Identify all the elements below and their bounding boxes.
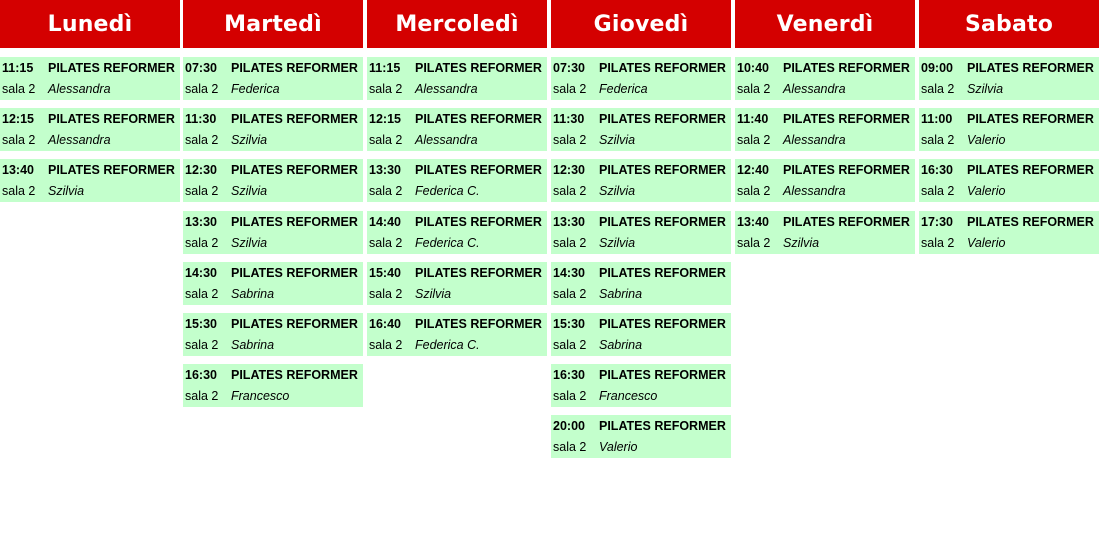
class-time: 12:15 xyxy=(2,112,34,126)
day-header: Mercoledì xyxy=(367,0,547,48)
class-room: sala 2 xyxy=(921,133,955,147)
class-instructor: Valerio xyxy=(967,184,1006,198)
class-room: sala 2 xyxy=(369,82,403,96)
class-time: 17:30 xyxy=(921,215,953,229)
class-instructor: Federica C. xyxy=(415,236,480,250)
class-slot[interactable] xyxy=(551,159,731,202)
class-slot[interactable] xyxy=(367,57,547,100)
class-time: 14:30 xyxy=(185,266,217,280)
class-time: 13:30 xyxy=(553,215,585,229)
class-time: 12:30 xyxy=(553,163,585,177)
class-slot[interactable] xyxy=(183,211,363,254)
class-room: sala 2 xyxy=(2,184,36,198)
class-activity: PILATES REFORMER xyxy=(599,215,726,229)
class-activity: PILATES REFORMER xyxy=(599,419,726,433)
class-room: sala 2 xyxy=(369,184,403,198)
class-slot[interactable] xyxy=(0,159,180,202)
class-slot[interactable] xyxy=(735,211,915,254)
class-activity: PILATES REFORMER xyxy=(599,368,726,382)
class-instructor: Federica C. xyxy=(415,184,480,198)
class-room: sala 2 xyxy=(185,236,219,250)
class-time: 14:40 xyxy=(369,215,401,229)
class-room: sala 2 xyxy=(553,389,587,403)
class-slot[interactable] xyxy=(367,211,547,254)
class-activity: PILATES REFORMER xyxy=(231,112,358,126)
class-room: sala 2 xyxy=(2,82,36,96)
class-room: sala 2 xyxy=(553,236,587,250)
class-slot[interactable] xyxy=(183,364,363,407)
class-activity: PILATES REFORMER xyxy=(48,112,175,126)
class-activity: PILATES REFORMER xyxy=(783,163,910,177)
class-slot[interactable] xyxy=(183,159,363,202)
class-instructor: Alessandra xyxy=(783,184,846,198)
class-slot[interactable] xyxy=(551,262,731,305)
class-time: 16:30 xyxy=(921,163,953,177)
class-slot[interactable] xyxy=(183,313,363,356)
day-header: Giovedì xyxy=(551,0,731,48)
class-slot[interactable] xyxy=(919,108,1099,151)
class-activity: PILATES REFORMER xyxy=(967,163,1094,177)
class-time: 15:40 xyxy=(369,266,401,280)
class-time: 16:40 xyxy=(369,317,401,331)
class-slot[interactable] xyxy=(551,108,731,151)
class-slot[interactable] xyxy=(735,108,915,151)
class-room: sala 2 xyxy=(185,82,219,96)
class-room: sala 2 xyxy=(185,389,219,403)
class-instructor: Alessandra xyxy=(783,133,846,147)
class-room: sala 2 xyxy=(185,338,219,352)
class-room: sala 2 xyxy=(185,184,219,198)
class-activity: PILATES REFORMER xyxy=(967,112,1094,126)
class-instructor: Federica xyxy=(231,82,280,96)
class-activity: PILATES REFORMER xyxy=(415,163,542,177)
class-instructor: Sabrina xyxy=(231,287,275,301)
class-room: sala 2 xyxy=(921,184,955,198)
class-time: 15:30 xyxy=(553,317,585,331)
class-room: sala 2 xyxy=(185,287,219,301)
class-slot[interactable] xyxy=(0,57,180,100)
day-column-3 xyxy=(551,0,731,454)
class-activity: PILATES REFORMER xyxy=(783,215,910,229)
class-instructor: Francesco xyxy=(599,389,658,403)
class-room: sala 2 xyxy=(185,133,219,147)
class-activity: PILATES REFORMER xyxy=(231,61,358,75)
day-column-4 xyxy=(735,0,915,250)
class-time: 13:40 xyxy=(737,215,769,229)
class-activity: PILATES REFORMER xyxy=(231,317,358,331)
class-instructor: Francesco xyxy=(231,389,290,403)
class-slot[interactable] xyxy=(919,211,1099,254)
class-activity: PILATES REFORMER xyxy=(48,163,175,177)
class-activity: PILATES REFORMER xyxy=(599,317,726,331)
class-room: sala 2 xyxy=(737,82,771,96)
class-activity: PILATES REFORMER xyxy=(231,266,358,280)
class-slot[interactable] xyxy=(551,364,731,407)
class-time: 07:30 xyxy=(185,61,217,75)
class-instructor: Szilvia xyxy=(231,184,268,198)
class-activity: PILATES REFORMER xyxy=(783,112,910,126)
class-time: 12:30 xyxy=(185,163,217,177)
class-room: sala 2 xyxy=(553,184,587,198)
class-instructor: Szilvia xyxy=(599,184,636,198)
class-activity: PILATES REFORMER xyxy=(967,215,1094,229)
class-time: 20:00 xyxy=(553,419,585,433)
class-activity: PILATES REFORMER xyxy=(415,266,542,280)
class-time: 09:00 xyxy=(921,61,953,75)
class-instructor: Valerio xyxy=(967,133,1006,147)
class-time: 11:30 xyxy=(185,112,217,126)
class-room: sala 2 xyxy=(921,236,955,250)
class-instructor: Alessandra xyxy=(415,82,478,96)
class-time: 11:15 xyxy=(369,61,401,75)
class-time: 15:30 xyxy=(185,317,217,331)
class-activity: PILATES REFORMER xyxy=(783,61,910,75)
class-time: 13:40 xyxy=(2,163,34,177)
day-column-5 xyxy=(919,0,1099,250)
class-activity: PILATES REFORMER xyxy=(415,215,542,229)
class-instructor: Alessandra xyxy=(48,82,111,96)
class-slot[interactable] xyxy=(551,415,731,458)
class-slot[interactable] xyxy=(183,262,363,305)
class-instructor: Valerio xyxy=(599,440,638,454)
class-time: 11:00 xyxy=(921,112,953,126)
day-header: Sabato xyxy=(919,0,1099,48)
class-room: sala 2 xyxy=(921,82,955,96)
class-room: sala 2 xyxy=(553,82,587,96)
class-slot[interactable] xyxy=(183,108,363,151)
class-room: sala 2 xyxy=(2,133,36,147)
class-activity: PILATES REFORMER xyxy=(231,163,358,177)
class-instructor: Szilvia xyxy=(599,236,636,250)
class-instructor: Sabrina xyxy=(599,287,643,301)
class-time: 16:30 xyxy=(553,368,585,382)
class-room: sala 2 xyxy=(737,184,771,198)
class-instructor: Alessandra xyxy=(783,82,846,96)
class-time: 11:40 xyxy=(737,112,769,126)
class-room: sala 2 xyxy=(737,133,771,147)
class-instructor: Szilvia xyxy=(231,133,268,147)
class-room: sala 2 xyxy=(553,133,587,147)
class-slot[interactable] xyxy=(183,57,363,100)
class-activity: PILATES REFORMER xyxy=(415,317,542,331)
day-header: Venerdì xyxy=(735,0,915,48)
class-room: sala 2 xyxy=(369,133,403,147)
class-instructor: Szilvia xyxy=(967,82,1004,96)
class-activity: PILATES REFORMER xyxy=(599,61,726,75)
class-instructor: Szilvia xyxy=(415,287,452,301)
class-room: sala 2 xyxy=(737,236,771,250)
class-time: 10:40 xyxy=(737,61,769,75)
class-time: 11:30 xyxy=(553,112,585,126)
class-activity: PILATES REFORMER xyxy=(967,61,1094,75)
class-instructor: Szilvia xyxy=(783,236,820,250)
class-slot[interactable] xyxy=(367,313,547,356)
class-instructor: Sabrina xyxy=(231,338,275,352)
class-instructor: Szilvia xyxy=(48,184,85,198)
class-time: 14:30 xyxy=(553,266,585,280)
class-room: sala 2 xyxy=(369,287,403,301)
class-slot[interactable] xyxy=(0,108,180,151)
class-time: 13:30 xyxy=(185,215,217,229)
class-slot[interactable] xyxy=(367,262,547,305)
class-time: 07:30 xyxy=(553,61,585,75)
class-activity: PILATES REFORMER xyxy=(599,266,726,280)
class-slot[interactable] xyxy=(551,211,731,254)
class-room: sala 2 xyxy=(369,236,403,250)
class-instructor: Federica xyxy=(599,82,648,96)
class-time: 16:30 xyxy=(185,368,217,382)
class-room: sala 2 xyxy=(553,440,587,454)
day-header: Lunedì xyxy=(0,0,180,48)
class-room: sala 2 xyxy=(553,338,587,352)
class-instructor: Alessandra xyxy=(48,133,111,147)
class-slot[interactable] xyxy=(919,57,1099,100)
class-activity: PILATES REFORMER xyxy=(415,112,542,126)
class-instructor: Federica C. xyxy=(415,338,480,352)
class-time: 12:40 xyxy=(737,163,769,177)
class-slot[interactable] xyxy=(919,159,1099,202)
class-slot[interactable] xyxy=(735,159,915,202)
class-slot[interactable] xyxy=(367,159,547,202)
class-instructor: Valerio xyxy=(967,236,1006,250)
class-activity: PILATES REFORMER xyxy=(231,368,358,382)
class-time: 12:15 xyxy=(369,112,401,126)
class-time: 13:30 xyxy=(369,163,401,177)
class-instructor: Sabrina xyxy=(599,338,643,352)
class-instructor: Alessandra xyxy=(415,133,478,147)
class-activity: PILATES REFORMER xyxy=(48,61,175,75)
class-room: sala 2 xyxy=(369,338,403,352)
day-column-0 xyxy=(0,0,180,198)
day-column-1 xyxy=(183,0,363,403)
class-activity: PILATES REFORMER xyxy=(231,215,358,229)
class-slot[interactable] xyxy=(367,108,547,151)
class-slot[interactable] xyxy=(551,313,731,356)
class-slot[interactable] xyxy=(551,57,731,100)
class-activity: PILATES REFORMER xyxy=(599,112,726,126)
class-instructor: Szilvia xyxy=(231,236,268,250)
day-column-2 xyxy=(367,0,547,352)
class-activity: PILATES REFORMER xyxy=(599,163,726,177)
class-instructor: Szilvia xyxy=(599,133,636,147)
class-time: 11:15 xyxy=(2,61,34,75)
day-header: Martedì xyxy=(183,0,363,48)
class-activity: PILATES REFORMER xyxy=(415,61,542,75)
class-room: sala 2 xyxy=(553,287,587,301)
class-slot[interactable] xyxy=(735,57,915,100)
